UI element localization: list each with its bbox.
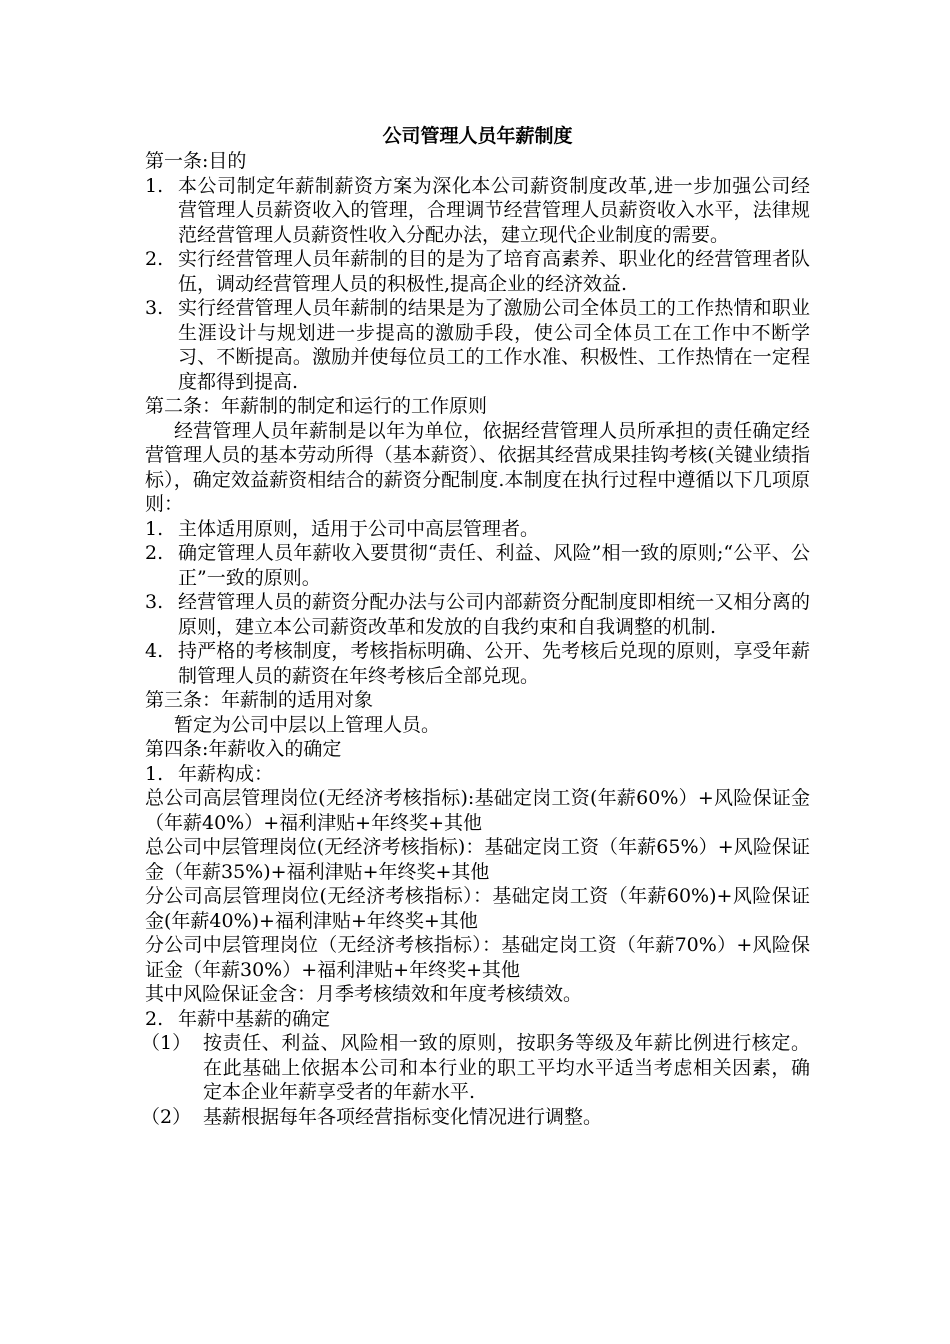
list-item: [145, 541, 810, 590]
subsection-2: [145, 1007, 810, 1032]
list-item-number: 2.: [145, 542, 164, 564]
list-item-text: 持严格的考核制度，考核指标明确、公开、先考核后兑现的原则，享受年薪制管理人员的薪资在年终考核后全部兑现。: [178, 640, 810, 687]
subsection-title: 年薪中基薪的确定: [178, 1007, 331, 1030]
subsection-number: 2.: [145, 1007, 164, 1030]
document-title: 公司管理人员年薪制度: [382, 125, 573, 147]
list-item-text: 实行经营管理人员年薪制的结果是为了激励公司全体员工的工作热情和职业生涯设计与规划进一步提高的激励手段，使公司全体员工在工作中不断学习、不断提高。激励并使每位员工的工作水准、积极性、工作热情在一定程度都得到提高.: [178, 297, 810, 393]
section-1-heading: 第一条:目的: [145, 150, 247, 172]
subsection-title: 年薪构成：: [178, 762, 274, 785]
composition-line: 总公司中层管理岗位(无经济考核指标)：基础定岗工资（年薪65%）+风险保证金（年薪35%)+福利津贴+年终奖+其他: [145, 836, 810, 883]
list-item-number: 4.: [145, 640, 164, 662]
composition-line: 总公司高层管理岗位(无经济考核指标):基础定岗工资(年薪60%）+风险保证金（年薪40%）+福利津贴+年终奖+其他: [145, 787, 810, 834]
section-1: [145, 149, 810, 394]
list-item-number: 1.: [145, 174, 164, 197]
section-2: [145, 394, 810, 688]
paren-item-text: 基薪根据每年各项经营指标变化情况进行调整。: [203, 1105, 603, 1128]
subsection-number: 1.: [145, 762, 164, 785]
paren-item: [141, 1031, 810, 1105]
list-item-text: 确定管理人员年薪收入要贯彻“责任、利益、风险”相一致的原则;“公平、公正”一致的原则。: [178, 542, 810, 589]
document-page: [141, 123, 810, 1129]
section-3: [145, 688, 810, 737]
list-item-text: 主体适用原则，适用于公司中高层管理者。: [178, 517, 540, 540]
composition-line: 分公司高层管理岗位(无经济考核指标）：基础定岗工资（年薪60%)+风险保证金(年薪40%)+福利津贴+年终奖+其他: [145, 885, 810, 932]
subsection-1: [145, 762, 810, 787]
section-3-heading: 第三条：年薪制的适用对象: [145, 689, 374, 711]
list-item: [145, 296, 810, 394]
composition-line: 分公司中层管理岗位（无经济考核指标）：基础定岗工资（年薪70%）+风险保证金（年薪30%）+福利津贴+年终奖+其他: [145, 934, 810, 981]
section-2-heading: 第二条：年薪制的制定和运行的工作原则: [145, 395, 488, 417]
list-item-number: 3.: [145, 297, 164, 319]
paren-item: [141, 1105, 810, 1130]
section-4: [141, 737, 810, 1129]
paren-item-number: （1）: [141, 1032, 192, 1054]
section-3-text: 暂定为公司中层以上管理人员。: [174, 713, 441, 736]
list-item-text: 本公司制定年薪制薪资方案为深化本公司薪资制度改革,进一步加强公司经营管理人员薪资收入的管理，合理调节经营管理人员薪资收入水平，法律规范经营管理人员薪资性收入分配办法，建立现代企业制度的需要。: [178, 174, 810, 246]
list-item: [145, 590, 810, 639]
list-item-text: 经营管理人员的薪资分配办法与公司内部薪资分配制度即相统一又相分离的原则，建立本公司薪资改革和发放的自我约束和自我调整的机制.: [178, 591, 810, 638]
list-item-text: 实行经营管理人员年薪制的目的是为了培育高素养、职业化的经营管理者队伍，调动经营管理人员的积极性,提高企业的经济效益.: [178, 248, 810, 295]
list-item: [145, 174, 810, 248]
list-item-number: 3.: [145, 591, 164, 613]
list-item: [145, 517, 810, 542]
list-item-number: 2.: [145, 248, 164, 270]
list-item-number: 1.: [145, 517, 164, 540]
section-4-heading: 第四条:年薪收入的确定: [145, 738, 342, 760]
risk-note: 其中风险保证金含：月季考核绩效和年度考核绩效。: [145, 983, 583, 1005]
list-item: [145, 639, 810, 688]
paren-item-text: 按责任、利益、风险相一致的原则，按职务等级及年薪比例进行核定。在此基础上依据本公司和本行业的职工平均水平适当考虑相关因素，确定本企业年薪享受者的年薪水平.: [203, 1032, 810, 1103]
section-2-intro: 经营管理人员年薪制是以年为单位，依据经营管理人员所承担的责任确定经营管理人员的基本劳动所得（基本薪资）、依据其经营成果挂钩考核(关键业绩指标），确定效益薪资相结合的薪资分配制度.本制度在执行过程中遵循以下几项原则：: [145, 419, 810, 515]
paren-item-number: （2）: [141, 1105, 192, 1128]
list-item: [145, 247, 810, 296]
